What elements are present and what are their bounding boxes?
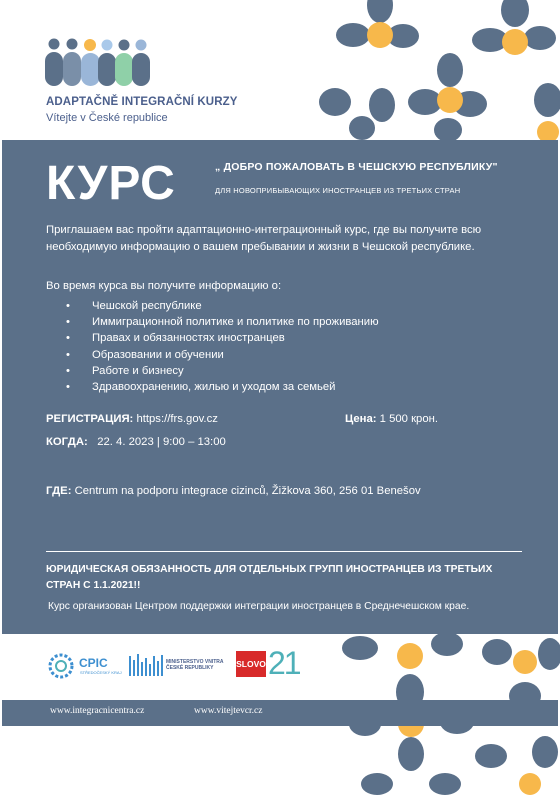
list-item: • Чешской республике	[66, 298, 379, 314]
cpic-logo-text: CPIC	[79, 656, 108, 670]
where-value: Centrum na podporu integrace cizinců, Žižkova 360, 256 01 Benešov	[71, 485, 421, 497]
where-row	[46, 485, 421, 497]
cpic-logo-subtext: STŘEDOČESKÝ KRAJ	[80, 670, 122, 675]
course-word: КУРС	[46, 157, 176, 210]
brand-title: ADAPTAČNĚ INTEGRAČNÍ KURZY	[46, 96, 238, 108]
list-item: • Здравоохранению, жилью и уходом за семьей	[66, 379, 379, 395]
legal-notice: ЮРИДИЧЕСКАЯ ОБЯЗАННОСТЬ ДЛЯ ОТДЕЛЬНЫХ ГРУПП ИНОСТРАНЦЕВ ИЗ ТРЕТЬИХ СТРАН С 1.1.2021!!	[46, 564, 493, 591]
where-label: ГДЕ:	[46, 485, 72, 497]
course-headline: „ ДОБРО ПОЖАЛОВАТЬ В ЧЕШСКУЮ РЕСПУБЛИКУ"	[215, 161, 498, 173]
when-value: 22. 4. 2023 | 9:00 – 13:00	[87, 436, 226, 448]
price-row	[345, 413, 438, 425]
cpic-logo-icon	[48, 653, 74, 679]
when-label: КОГДА:	[46, 436, 88, 448]
list-item: • Работе и бизнесу	[66, 363, 379, 379]
registration-row	[46, 413, 218, 425]
footer-link-integracni[interactable]: www.integracnicentra.cz	[50, 706, 145, 716]
topics-lead: Во время курса вы получите информацию о:	[46, 280, 282, 292]
price-label: Цена:	[345, 413, 377, 425]
registration-link[interactable]: https://frs.gov.cz	[133, 413, 218, 425]
people-logo-icon	[44, 36, 156, 88]
intro-text: Приглашаем вас пройти адаптационно-интеграционный курс, где вы получите всю необходимую информацию о вашем пребывании и жизни в Чешской республике.	[46, 224, 482, 253]
when-row	[46, 436, 226, 448]
registration-label: РЕГИСТРАЦИЯ:	[46, 413, 134, 425]
list-item: • Правах и обязанностях иностранцев	[66, 330, 379, 346]
divider	[46, 551, 522, 552]
course-subline: ДЛЯ НОВОПРИБЫВАЮЩИХ ИНОСТРАНЦЕВ ИЗ ТРЕТЬИХ СТРАН	[215, 186, 461, 195]
price-value: 1 500 крон.	[376, 413, 438, 425]
slovo-logo: SLOVO	[236, 651, 266, 677]
list-item: • Образовании и обучении	[66, 347, 379, 363]
flower-pattern-top-icon	[300, 0, 560, 140]
ministry-logo-text: MINISTERSTVO VNITRA ČESKÉ REPUBLIKY	[166, 659, 224, 671]
brand-subtitle: Vítejte v České republice	[46, 112, 168, 124]
slovo-21-logo: 21	[268, 645, 300, 681]
topics-list	[66, 298, 379, 395]
organizer-text: Курс организован Центром поддержки интеграции иностранцев в Среднечешском крае.	[48, 601, 470, 612]
list-item: • Иммиграционной политике и политике по проживанию	[66, 314, 379, 330]
footer-link-vitejte[interactable]: www.vitejtevcr.cz	[194, 706, 263, 716]
ministry-logo-icon	[128, 652, 164, 678]
